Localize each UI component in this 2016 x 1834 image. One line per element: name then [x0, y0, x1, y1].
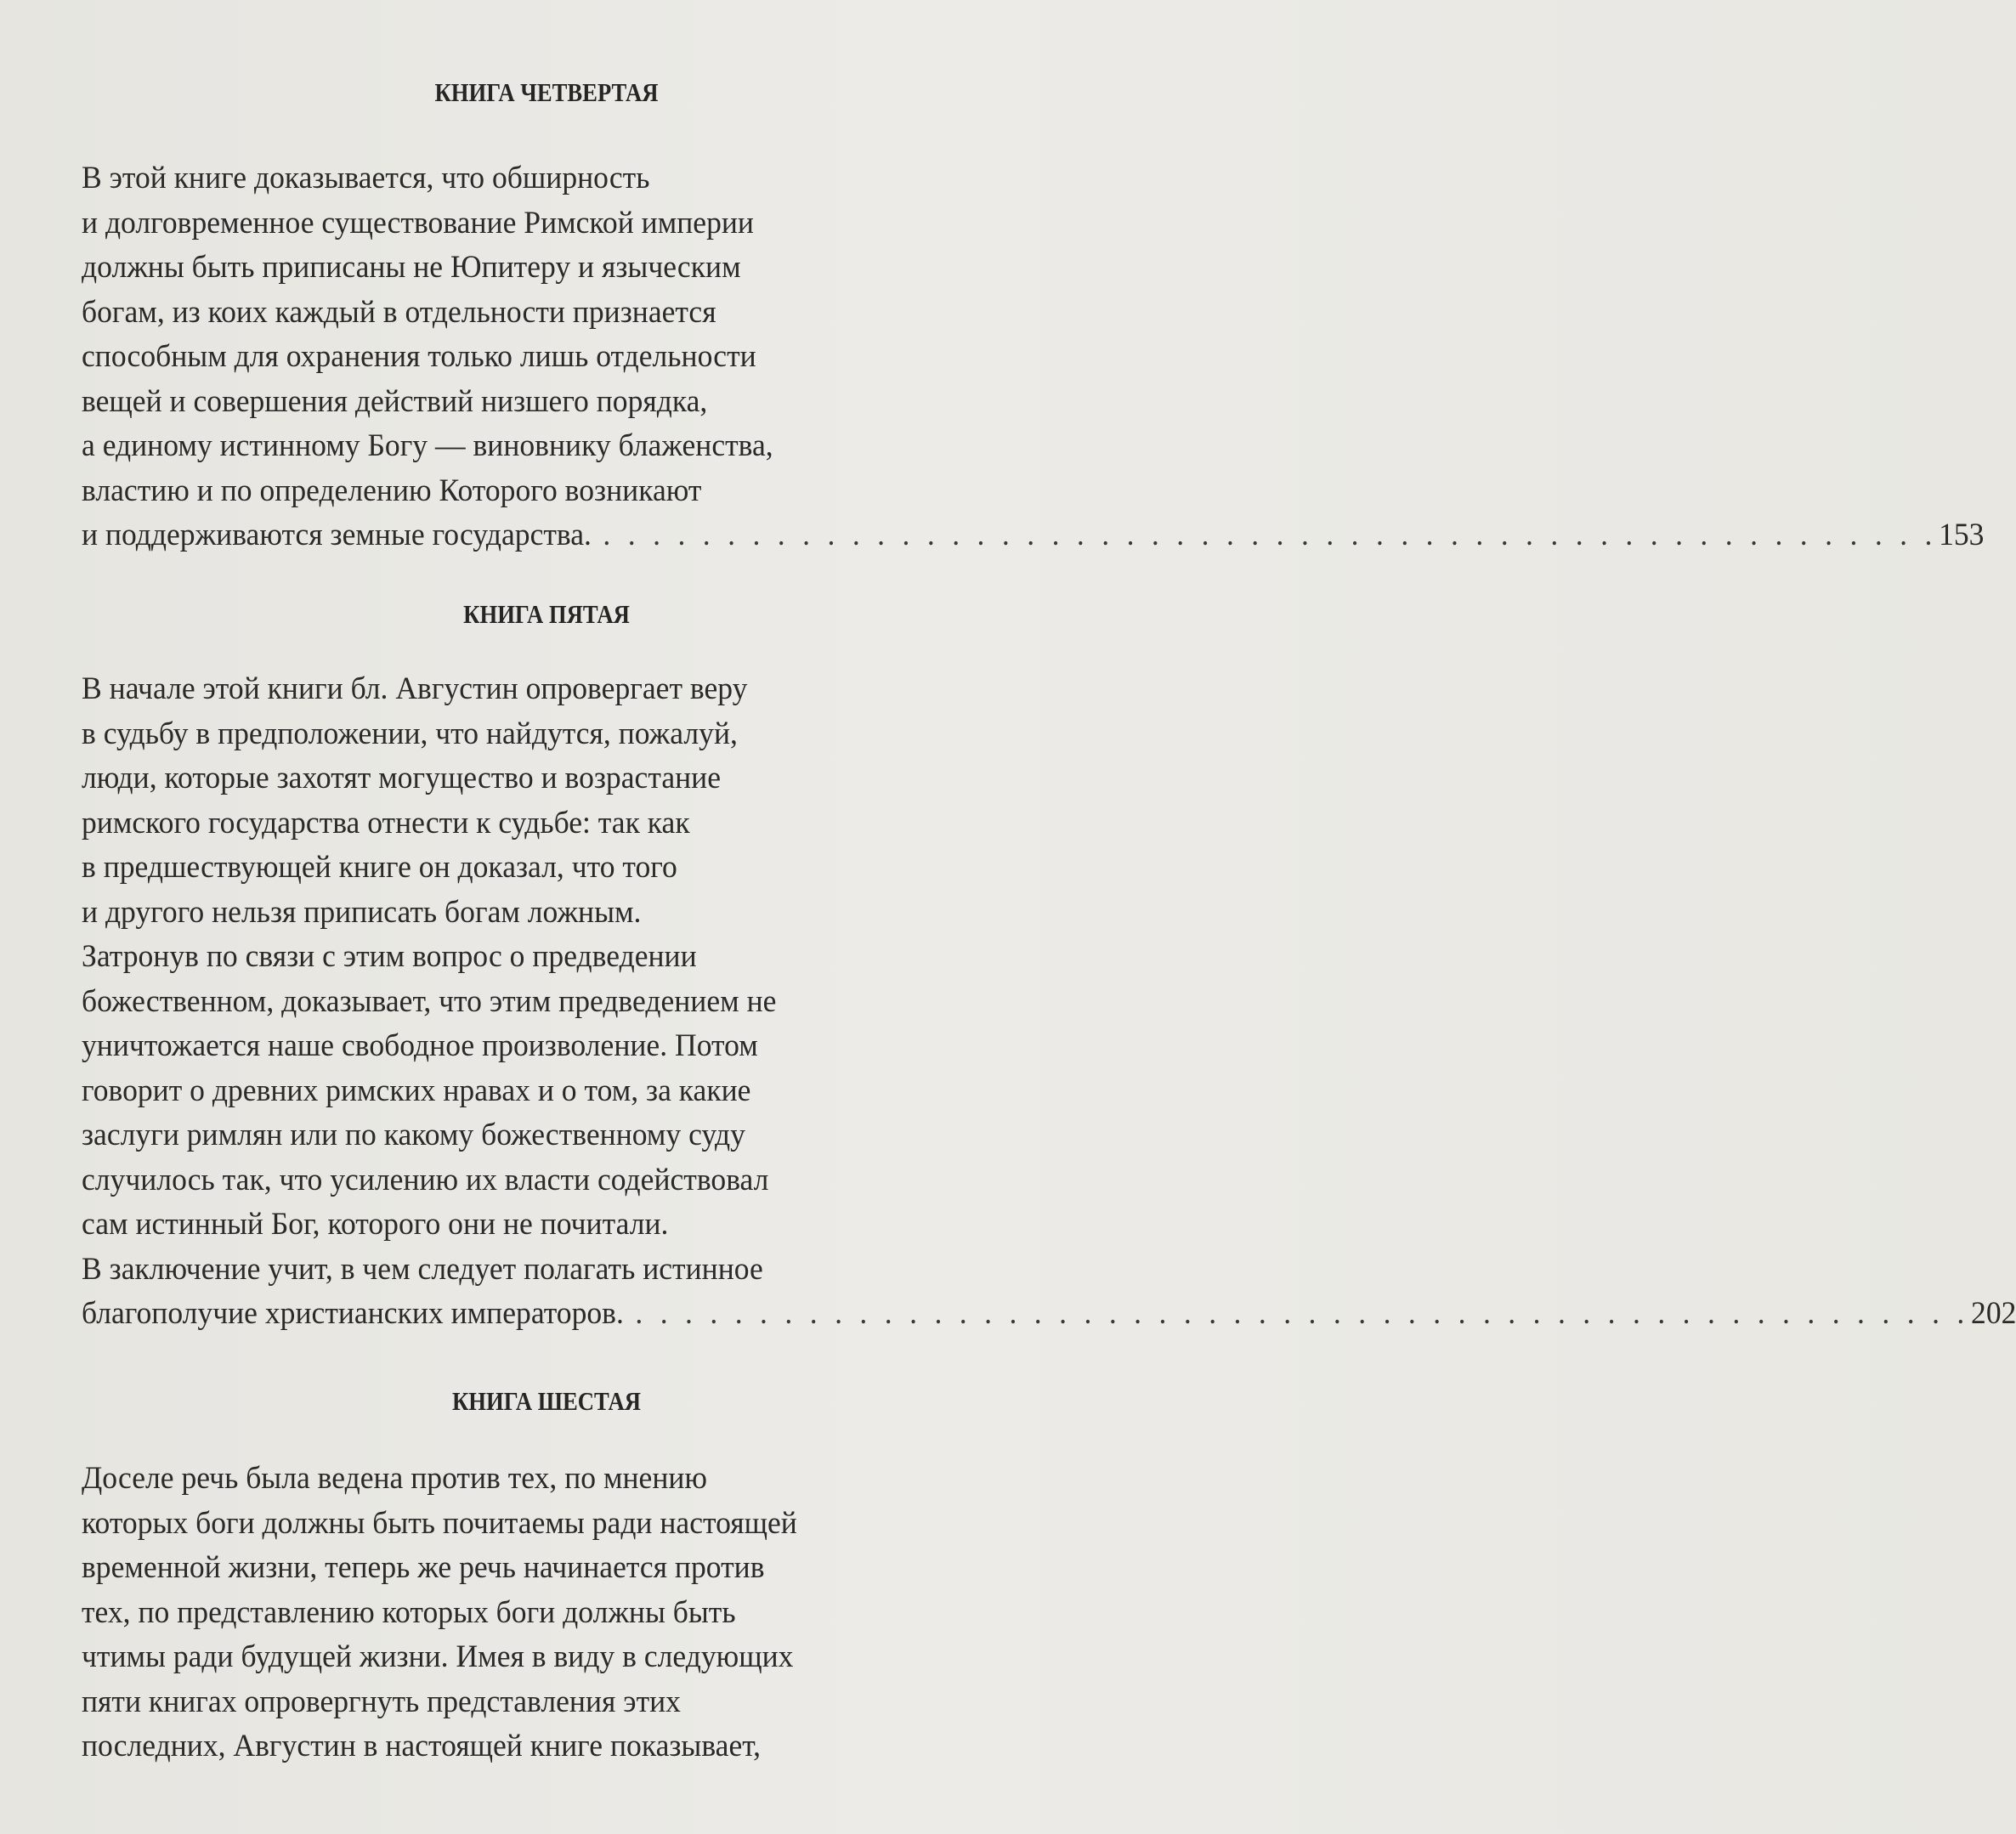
text-line: благополучие христианских императоров.	[82, 1296, 624, 1331]
section-description	[82, 667, 2016, 1337]
text-line: божественном, доказывает, что этим предведением не	[82, 983, 777, 1019]
text-line: Затронув по связи с этим вопрос о предведении	[82, 939, 697, 974]
section-title: КНИГА ПЯТАЯ	[463, 599, 630, 629]
text-line: люди, которые захотят могущество и возрастание	[82, 761, 722, 795]
page-number: 153	[1939, 518, 1985, 552]
text-line: и другого нельзя приписать богам ложным.	[82, 894, 642, 930]
text-line: последних, Августин в настоящей книге показывает,	[82, 1729, 762, 1763]
dot-leader: . . . . . . . . . . . . . . . . . . . . . . . . . . . . . . . . . . . . . . . . . . . . . . . . . . . . . .	[603, 518, 1938, 552]
text-line: временной жизни, теперь же речь начинается против	[82, 1550, 765, 1585]
text-line: Доселе речь была ведена против тех, по мнению	[82, 1461, 708, 1496]
page-number: 202	[1971, 1296, 2016, 1331]
text-line: сам истинный Бог, которого они не почитали.	[82, 1207, 669, 1242]
section-book-six	[82, 1385, 1011, 1769]
text-line: богам, из коих каждый в отдельности признается	[82, 294, 716, 330]
section-title: КНИГА ШЕСТАЯ	[451, 1386, 642, 1416]
text-line: вещей и совершения действий низшего порядка,	[82, 383, 708, 419]
toc-entry-line	[82, 1292, 2016, 1337]
text-line: В заключение учит, в чем следует полагать истинное	[82, 1251, 763, 1287]
section-title: КНИГА ЧЕТВЕРТАЯ	[434, 77, 659, 107]
text-line: и долговременное существование Римской империи	[82, 205, 754, 241]
text-line: пяти книгах опровергнуть представления этих	[82, 1684, 681, 1719]
section-description	[82, 156, 1985, 558]
toc-entry-line	[82, 513, 1985, 558]
section-description	[82, 1457, 976, 1769]
text-line: должны быть приписаны не Юпитеру и языческим	[82, 250, 741, 285]
text-line: заслуги римлян или по какому божественному суду	[82, 1118, 745, 1152]
text-line: и поддерживаются земные государства.	[82, 518, 592, 552]
dot-leader: . . . . . . . . . . . . . . . . . . . . . . . . . . . . . . . . . . . . . . . . . . . . . . . . . . . . . .	[635, 1296, 1970, 1331]
text-line: а единому истинному Богу — виновнику блаженства,	[82, 428, 773, 463]
text-line: тех, по представлению которых боги должны быть	[82, 1594, 736, 1630]
text-line: случилось так, что усилению их власти содействовал	[82, 1162, 769, 1197]
text-line: В этой книге доказывается, что обширность	[82, 161, 650, 195]
text-line: в предшествующей книге он доказал, что того	[82, 850, 677, 885]
text-line: которых боги должны быть почитаемы ради настоящей	[82, 1505, 797, 1541]
text-line: чтимы ради будущей жизни. Имея в виду в следующих	[82, 1639, 794, 1674]
section-book-five	[82, 598, 2016, 1337]
text-line: в судьбу в предположении, что найдутся, пожалуй,	[82, 716, 738, 751]
text-line: говорит о древних римских нравах и о том, за какие	[82, 1073, 751, 1108]
text-line: способным для охранения только лишь отдельности	[82, 339, 756, 374]
text-line: властию и по определению Которого возникают	[82, 473, 702, 508]
section-book-four	[82, 76, 1985, 558]
text-line: уничтожается наше свободное произволение. Потом	[82, 1028, 758, 1063]
text-line: римского государства отнести к судьбе: так как	[82, 805, 690, 841]
text-line: В начале этой книги бл. Августин опровергает веру	[82, 671, 748, 706]
